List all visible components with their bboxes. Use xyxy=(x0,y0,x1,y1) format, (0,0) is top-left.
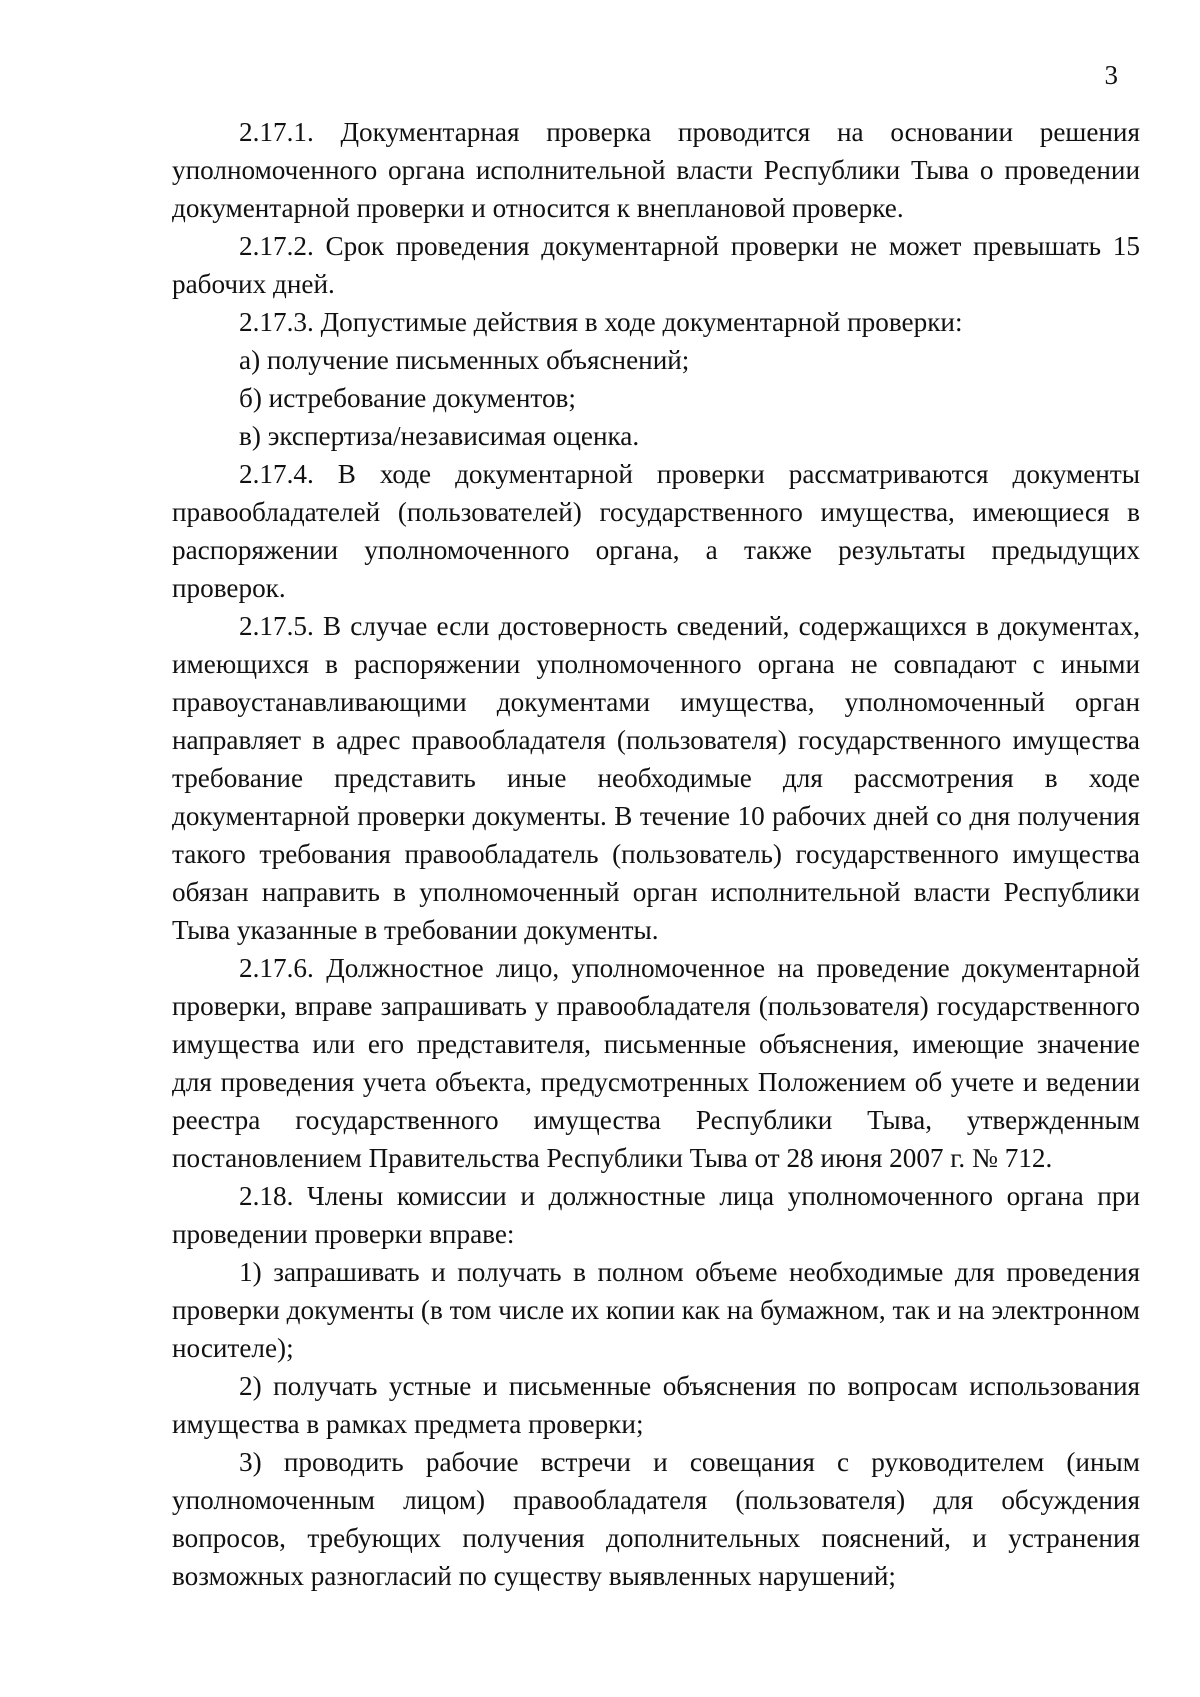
list-item-3: 3) проводить рабочие встречи и совещания с руководителем (иным уполномоченным лицом) правообладателя (пользователя) для обсуждения вопросов, требующих получения дополнительных пояснений, и устранения возможных разногласий по существу выявленных нарушений; xyxy=(172,1447,1140,1591)
paragraph-2-17-1: 2.17.1. Документарная проверка проводится на основании решения уполномоченного органа исполнительной власти Республики Тыва о проведении документарной проверки и относится к внеплановой проверке. xyxy=(172,117,1140,223)
paragraph-2-17-5: 2.17.5. В случае если достоверность сведений, содержащихся в документах, имеющихся в распоряжении уполномоченного органа не совпадают с иными правоустанавливающими документами имущества, уполномоченный орган направляет в адрес правообладателя (пользователя) государственного имущества требование представить иные необходимые для рассмотрения в ходе документарной проверки документы. В течение 10 рабочих дней со дня получения такого требования правообладатель (пользователь) государственного имущества обязан направить в уполномоченный орган исполнительной власти Республики Тыва указанные в требовании документы. xyxy=(172,611,1140,945)
paragraph-2-17-6: 2.17.6. Должностное лицо, уполномоченное на проведение документарной проверки, вправе запрашивать у правообладателя (пользователя) государственного имущества или его представителя, письменные объяснения, имеющие значение для проведения учета объекта, предусмотренных Положением об учете и ведении реестра государственного имущества Республики Тыва, утвержденным постановлением Правительства Республики Тыва от 28 июня 2007 г. № 712. xyxy=(172,953,1140,1173)
paragraph-2-18: 2.18. Члены комиссии и должностные лица уполномоченного органа при проведении проверки вправе: xyxy=(172,1181,1140,1249)
list-item-2: 2) получать устные и письменные объяснения по вопросам использования имущества в рамках предмета проверки; xyxy=(172,1371,1140,1439)
paragraph-2-17-2: 2.17.2. Срок проведения документарной проверки не может превышать 15 рабочих дней. xyxy=(172,231,1140,299)
list-item-v: в) экспертиза/независимая оценка. xyxy=(239,421,640,451)
paragraph-2-17-4: 2.17.4. В ходе документарной проверки рассматриваются документы правообладателей (пользователей) государственного имущества, имеющиеся в распоряжении уполномоченного органа, а также результаты предыдущих проверок. xyxy=(172,459,1140,603)
list-item-b: б) истребование документов; xyxy=(239,383,576,413)
list-item-a: а) получение письменных объяснений; xyxy=(239,345,690,375)
document-body xyxy=(172,113,1140,1595)
page-number: 3 xyxy=(1104,60,1118,90)
list-item-1: 1) запрашивать и получать в полном объеме необходимые для проведения проверки документы (в том числе их копии как на бумажном, так и на электронном носителе); xyxy=(172,1257,1140,1363)
paragraph-2-17-3: 2.17.3. Допустимые действия в ходе документарной проверки: xyxy=(239,307,963,337)
